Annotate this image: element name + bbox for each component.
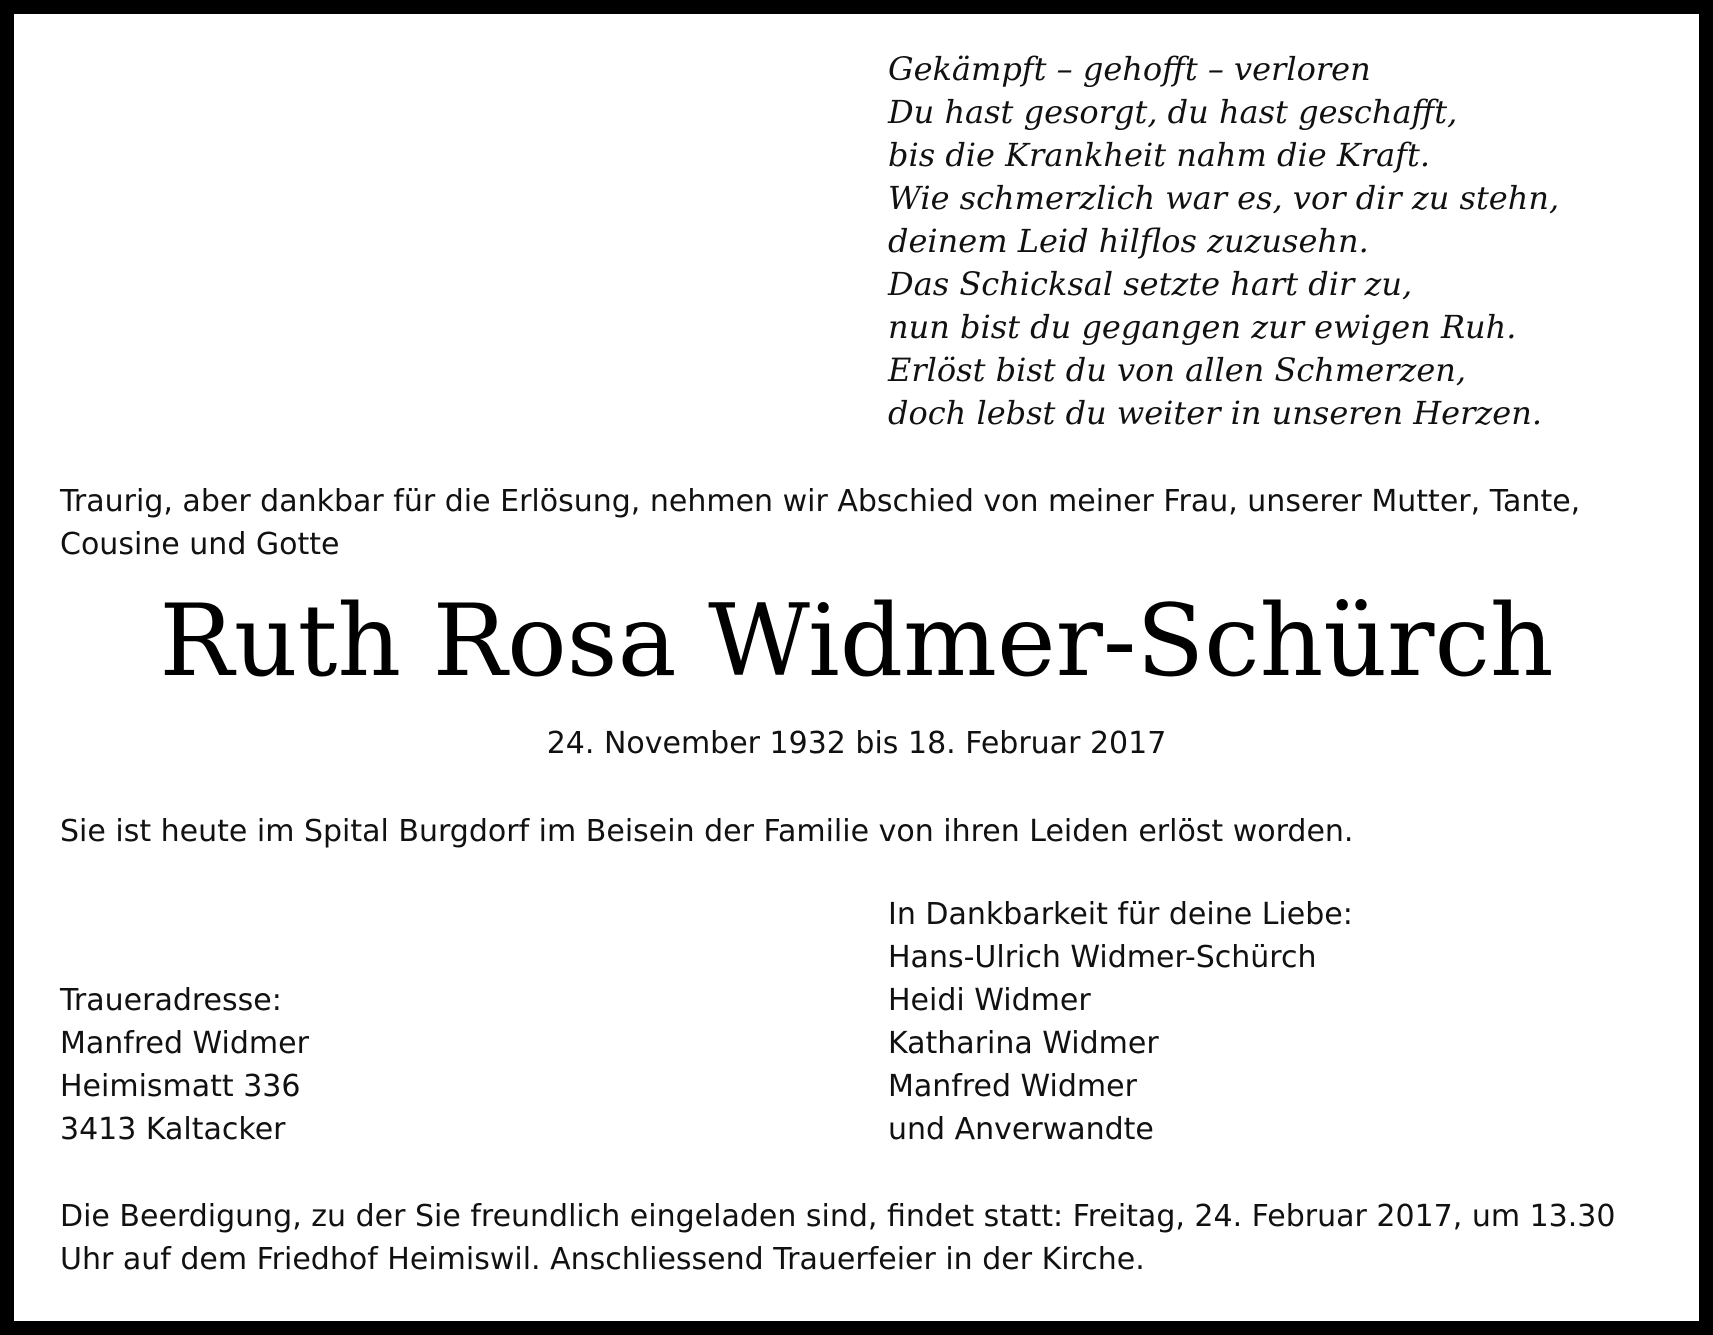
farewell-intro-text: Traurig, aber dankbar für die Erlösung, nehmen wir Abschied von meiner Frau, unserer Mutter, Tante, Cousine und Gotte: [60, 484, 1581, 562]
deceased-name: Ruth Rosa Widmer-Schürch: [159, 584, 1554, 699]
poem-line: nun bist du gegangen zur ewigen Ruh.: [888, 308, 1517, 346]
mourning-address: [60, 979, 309, 1151]
mourners-heading: In Dankbarkeit für deine Liebe:: [888, 897, 1353, 932]
address-line: Heimismatt 336: [60, 1069, 301, 1104]
mourner-name: Heidi Widmer: [888, 983, 1091, 1018]
mourner-name: und Anverwandte: [888, 1112, 1154, 1147]
funeral-announcement: Die Beerdigung, zu der Sie freundlich eingeladen sind, findet statt: Freitag, 24. Februar 2017, um 13.30 Uhr auf dem Friedhof Heimiswil. Anschliessend Trauerfeier in der Kirche.: [60, 1199, 1616, 1277]
poem-line: Wie schmerzlich war es, vor dir zu stehn,: [888, 179, 1560, 217]
poem-line: deinem Leid hilflos zuzusehn.: [888, 222, 1369, 260]
poem-line: Gekämpft – gehofft – verloren: [888, 50, 1371, 88]
memorial-poem: [888, 48, 1559, 435]
poem-line: Das Schicksal setzte hart dir zu,: [888, 265, 1413, 303]
passing-statement: Sie ist heute im Spital Burgdorf im Beisein der Familie von ihren Leiden erlöst worden.: [60, 814, 1354, 849]
address-heading: Traueradresse:: [60, 983, 282, 1018]
life-dates: 24. November 1932 bis 18. Februar 2017: [546, 726, 1167, 761]
mourner-name: Katharina Widmer: [888, 1026, 1159, 1061]
mourner-name: Hans-Ulrich Widmer-Schürch: [888, 940, 1317, 975]
mourner-name: Manfred Widmer: [888, 1069, 1137, 1104]
address-line: 3413 Kaltacker: [60, 1112, 286, 1147]
poem-line: doch lebst du weiter in unseren Herzen.: [888, 394, 1542, 432]
poem-line: Erlöst bist du von allen Schmerzen,: [888, 351, 1467, 389]
poem-line: bis die Krankheit nahm die Kraft.: [888, 136, 1431, 174]
poem-line: Du hast gesorgt, du hast geschafft,: [888, 93, 1458, 131]
address-line: Manfred Widmer: [60, 1026, 309, 1061]
mourners-list: [888, 893, 1353, 1151]
